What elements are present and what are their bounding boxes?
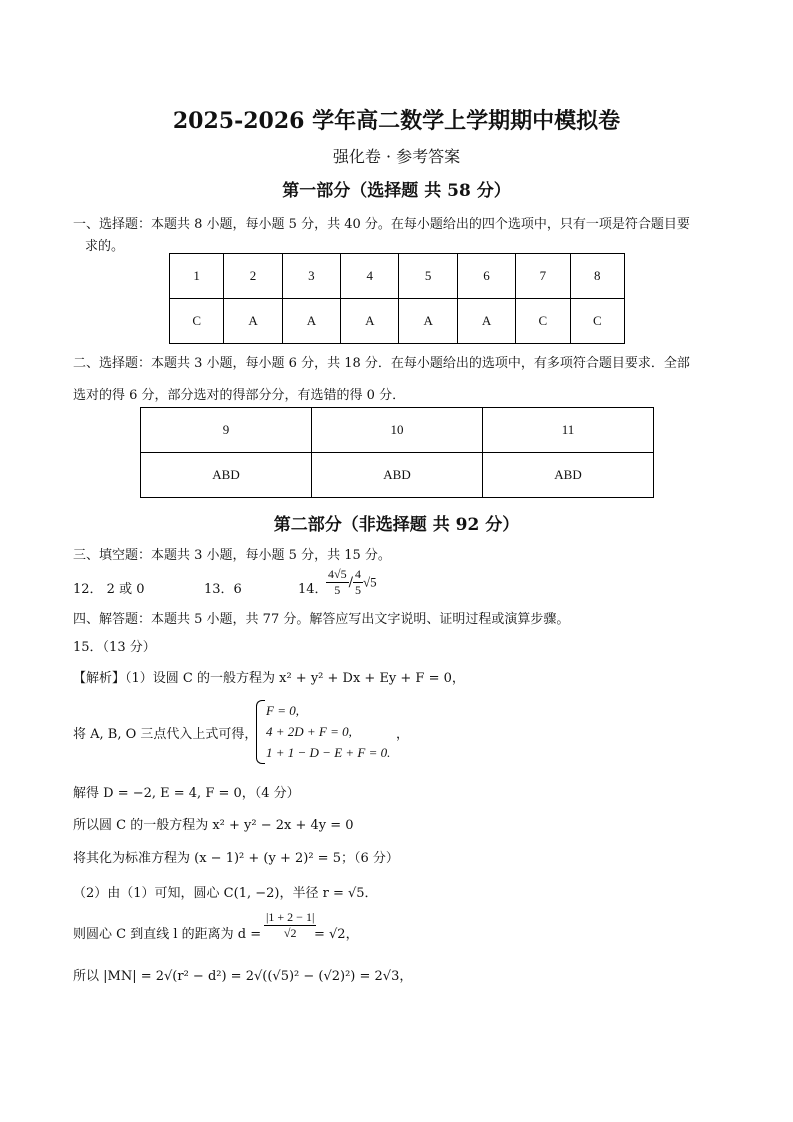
table1-answer: C (170, 299, 224, 344)
distance-fraction (264, 910, 316, 941)
distance-denominator: √2 (283, 926, 297, 940)
table2-answer: ABD (312, 453, 483, 498)
section2-intro-line1: 二、选择题：本题共 3 小题，每小题 6 分，共 18 分．在每小题给出的选项中，有多项符合题目要求．全部 (73, 356, 690, 371)
section1-intro-line2: 求的。 (85, 239, 125, 254)
table1-answer: A (341, 299, 399, 344)
answer-q14 (326, 567, 377, 598)
document-title: 2025-2026 学年高二数学上学期期中模拟卷 (172, 108, 621, 134)
table1-number: 7 (516, 254, 570, 299)
q14-separator: / (348, 575, 353, 590)
answer-q13: 13．6 (204, 582, 242, 597)
solution-line-1: 【解析】（1）设圆 C 的一般方程为 x² + y² + Dx + Ey + F = 0， (73, 671, 465, 686)
answer-q14-label: 14． (298, 582, 328, 597)
table1-number: 3 (282, 254, 340, 299)
answer-q12: 12． 2 或 0 (73, 582, 145, 597)
solution-line-3: 解得 D = −2, E = 4, F = 0，（4 分） (73, 786, 300, 801)
distance-numerator: |1 + 2 − 1| (266, 910, 315, 924)
table1-answer: A (457, 299, 515, 344)
table1-answer: A (282, 299, 340, 344)
answer-table-2-numbers (141, 408, 654, 453)
q14-numerator: 4√5 (328, 567, 347, 581)
q14-fraction (326, 567, 349, 598)
table1-answer: A (399, 299, 457, 344)
table2-number: 11 (483, 408, 654, 453)
table1-answer: C (516, 299, 570, 344)
section2-intro-line2: 选对的得 6 分，部分选对的得部分分，有选错的得 0 分． (73, 388, 406, 403)
section4-intro: 四、解答题：本题共 5 小题，共 77 分。解答应写出文字说明、证明过程或演算步骤。 (73, 612, 570, 627)
section1-intro-line1: 一、选择题：本题共 8 小题，每小题 5 分，共 40 分。在每小题给出的四个选项中，只有一项是符合题目要 (73, 217, 690, 232)
answer-table-1-numbers (170, 254, 625, 299)
solution-line-5: 将其化为标准方程为 (x − 1)² + (y + 2)² = 5；（6 分） (73, 851, 399, 866)
q14-alt-numerator: 4 (354, 567, 361, 581)
solution-line-2: 将 A, B, O 三点代入上式可得， (73, 727, 258, 742)
q15-header: 15．（13 分） (73, 640, 156, 655)
part1-heading: 第一部分（选择题 共 58 分） (282, 181, 511, 201)
q14-denominator: 5 (334, 583, 341, 597)
solution-line-6: （2）由（1）可知，圆心 C(1, −2)，半径 r = √5． (73, 886, 378, 901)
table1-answer: C (570, 299, 624, 344)
table1-number: 6 (457, 254, 515, 299)
table1-answer: A (224, 299, 282, 344)
table1-number: 4 (341, 254, 399, 299)
system-eq-1: F = 0, (266, 703, 299, 718)
q14-alt-denominator: 5 (354, 583, 361, 597)
system-eq-3: 1 + 1 − D − E + F = 0. (266, 745, 391, 760)
part2-heading: 第二部分（非选择题 共 92 分） (273, 515, 520, 535)
system-eq-2: 4 + 2D + F = 0, (266, 724, 352, 739)
document-subtitle: 强化卷 · 参考答案 (332, 147, 461, 166)
table1-number: 8 (570, 254, 624, 299)
answer-table-1-answers (170, 299, 625, 344)
solution-line-4: 所以圆 C 的一般方程为 x² + y² − 2x + 4y = 0 (73, 818, 354, 833)
table1-number: 5 (399, 254, 457, 299)
q14-alt-tail: √5 (362, 574, 377, 590)
answer-table-2 (140, 407, 654, 498)
answer-table-2-answers (141, 453, 654, 498)
answer-table-1 (169, 253, 625, 344)
table2-answer: ABD (141, 453, 312, 498)
equation-system-brace (256, 700, 265, 764)
solution-line-8: 所以 |MN| = 2√(r² − d²) = 2√((√5)² − (√2)²) = 2√3， (73, 969, 413, 984)
table1-number: 2 (224, 254, 282, 299)
section3-intro: 三、填空题：本题共 3 小题，每小题 5 分，共 15 分。 (73, 548, 391, 563)
solution-line-7-suffix: = √2， (314, 927, 359, 942)
table1-number: 1 (170, 254, 224, 299)
solution-line-7-prefix: 则圆心 C 到直线 l 的距离为 d = (73, 927, 262, 942)
q14-alt-fraction (353, 567, 363, 598)
system-tail: ， (396, 727, 410, 742)
table2-answer: ABD (483, 453, 654, 498)
table2-number: 9 (141, 408, 312, 453)
distance-fraction-wrap (264, 910, 316, 941)
table2-number: 10 (312, 408, 483, 453)
